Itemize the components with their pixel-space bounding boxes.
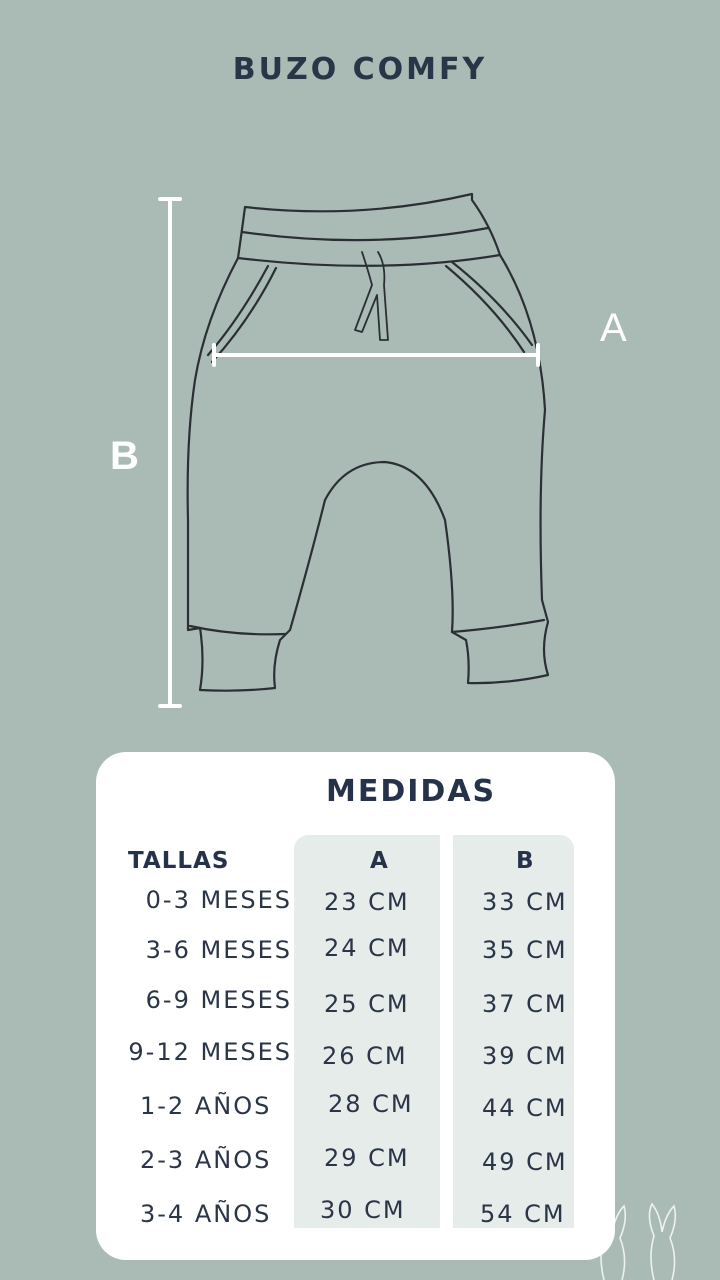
row-size: 9-12 MESES	[128, 1038, 292, 1066]
pants-pocket-left-inner	[212, 268, 276, 362]
header-tallas: TALLAS	[128, 848, 230, 874]
row-b-value: 33 CM	[482, 888, 568, 916]
row-a-value: 24 CM	[324, 934, 410, 962]
dimension-a-label: A	[600, 306, 627, 350]
dimension-b-label: B	[110, 434, 139, 478]
pants-waistband	[238, 194, 500, 266]
row-a-value: 28 CM	[328, 1090, 414, 1118]
pants-pocket-left	[208, 266, 268, 355]
row-b-value: 54 CM	[480, 1200, 566, 1228]
pants-cuff-right	[452, 620, 544, 632]
pants-waistband-line	[242, 228, 488, 240]
row-b-value: 35 CM	[482, 936, 568, 964]
table-title: MEDIDAS	[326, 774, 497, 809]
row-size: 6-9 MESES	[145, 986, 292, 1014]
pants-outline	[188, 255, 548, 691]
row-a-value: 25 CM	[324, 990, 410, 1018]
row-a-value: 30 CM	[320, 1196, 406, 1224]
dimension-a-line	[214, 345, 538, 365]
page-title: BUZO COMFY	[232, 52, 488, 87]
pants-pocket-right	[452, 262, 532, 345]
row-size: 3-6 MESES	[145, 936, 292, 964]
row-b-value: 44 CM	[482, 1094, 568, 1122]
bunny-logo-icon	[590, 1196, 700, 1280]
row-size: 0-3 MESES	[145, 886, 292, 914]
row-a-value: 26 CM	[322, 1042, 408, 1070]
size-table-card	[96, 752, 615, 1260]
row-b-value: 49 CM	[482, 1148, 568, 1176]
pants-cuff-left	[190, 626, 285, 634]
row-size: 3-4 AÑOS	[140, 1200, 272, 1228]
row-b-value: 39 CM	[482, 1042, 568, 1070]
dimension-b-line	[160, 199, 180, 706]
row-a-value: 29 CM	[324, 1144, 410, 1172]
row-size: 2-3 AÑOS	[140, 1146, 272, 1174]
header-a: A	[370, 848, 389, 874]
row-size: 1-2 AÑOS	[140, 1092, 272, 1120]
header-b: B	[516, 848, 535, 874]
row-a-value: 23 CM	[324, 888, 410, 916]
row-b-value: 37 CM	[482, 990, 568, 1018]
